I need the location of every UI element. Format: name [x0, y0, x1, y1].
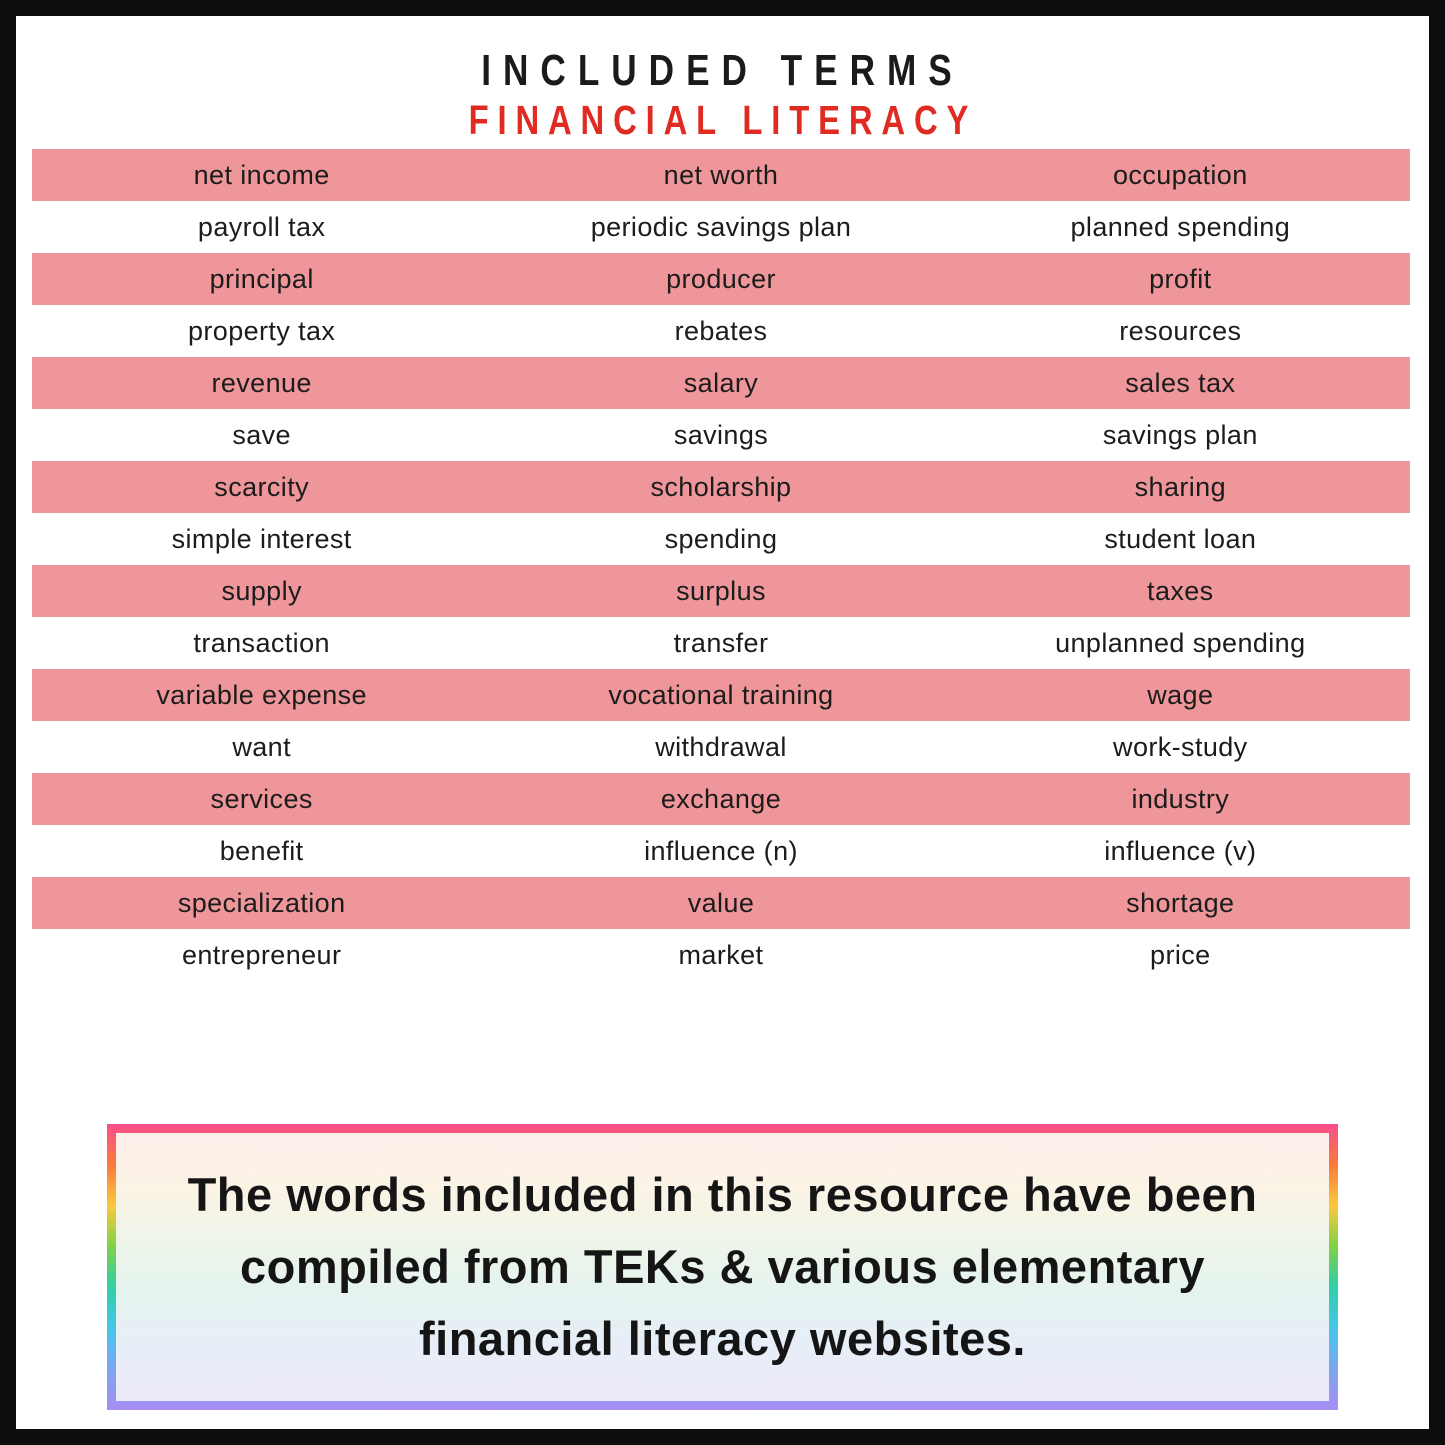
term-row — [32, 253, 1410, 305]
page-subtitle — [16, 97, 1429, 144]
term-cell: benefit — [219, 836, 304, 866]
term-cell: services — [210, 784, 313, 814]
term-cell: exchange — [660, 784, 782, 814]
term-cell: market — [678, 940, 764, 970]
term-cell: withdrawal — [655, 732, 787, 762]
term-cell: influence (v) — [1104, 836, 1257, 866]
term-row — [32, 565, 1410, 617]
term-cell: occupation — [1113, 160, 1248, 190]
term-cell: net income — [193, 160, 330, 190]
term-cell: variable expense — [156, 680, 367, 710]
term-row — [32, 669, 1410, 721]
page-title — [16, 46, 1429, 96]
note-text — [116, 1133, 1329, 1401]
term-cell: savings plan — [1102, 420, 1258, 450]
term-cell: spending — [664, 524, 778, 554]
term-cell: want — [232, 732, 291, 762]
term-row — [32, 513, 1410, 565]
term-cell: resources — [1119, 316, 1242, 346]
term-row — [32, 305, 1410, 357]
term-cell: payroll tax — [197, 212, 326, 242]
term-cell: net worth — [663, 160, 779, 190]
term-cell: supply — [221, 576, 302, 606]
terms-table — [32, 149, 1410, 981]
term-cell: industry — [1131, 784, 1230, 814]
term-cell: price — [1150, 940, 1211, 970]
term-cell: taxes — [1147, 576, 1214, 606]
term-cell: sharing — [1134, 472, 1226, 502]
term-row — [32, 825, 1410, 877]
term-row — [32, 773, 1410, 825]
term-cell: salary — [683, 368, 759, 398]
term-row — [32, 201, 1410, 253]
note-line: compiled from TEKs & various elementary — [239, 1240, 1205, 1293]
term-cell: principal — [209, 264, 314, 294]
term-row — [32, 357, 1410, 409]
term-cell: shortage — [1126, 888, 1235, 918]
page-title-text: INCLUDED TERMS — [481, 46, 964, 95]
term-cell: value — [687, 888, 755, 918]
term-cell: wage — [1147, 680, 1214, 710]
term-cell: entrepreneur — [181, 940, 342, 970]
term-cell: save — [232, 420, 291, 450]
term-cell: transaction — [193, 628, 330, 658]
term-row — [32, 877, 1410, 929]
term-cell: transfer — [673, 628, 769, 658]
term-cell: unplanned spending — [1055, 628, 1306, 658]
term-cell: work-study — [1113, 732, 1248, 762]
term-row — [32, 721, 1410, 773]
term-cell: sales tax — [1125, 368, 1236, 398]
term-cell: planned spending — [1070, 212, 1291, 242]
term-row — [32, 149, 1410, 201]
term-cell: rebates — [674, 316, 768, 346]
term-row — [32, 617, 1410, 669]
note-line: The words included in this resource have been — [187, 1168, 1258, 1221]
term-cell: simple interest — [171, 524, 352, 554]
page — [16, 16, 1429, 1429]
term-cell: specialization — [177, 888, 346, 918]
term-cell: property tax — [187, 316, 336, 346]
term-cell: vocational training — [608, 680, 834, 710]
term-cell: producer — [666, 264, 776, 294]
term-cell: scholarship — [650, 472, 792, 502]
note-box — [107, 1124, 1338, 1410]
term-row — [32, 929, 1410, 981]
term-row — [32, 409, 1410, 461]
term-cell: revenue — [211, 368, 312, 398]
term-cell: scarcity — [214, 472, 310, 502]
term-cell: student loan — [1104, 524, 1257, 554]
term-cell: profit — [1149, 264, 1212, 294]
term-row — [32, 461, 1410, 513]
term-cell: periodic savings plan — [590, 212, 852, 242]
term-cell: savings — [673, 420, 769, 450]
note-line: financial literacy websites. — [419, 1312, 1026, 1365]
term-cell: influence (n) — [644, 836, 798, 866]
term-cell: surplus — [676, 576, 766, 606]
page-subtitle-text: FINANCIAL LITERACY — [468, 97, 977, 143]
